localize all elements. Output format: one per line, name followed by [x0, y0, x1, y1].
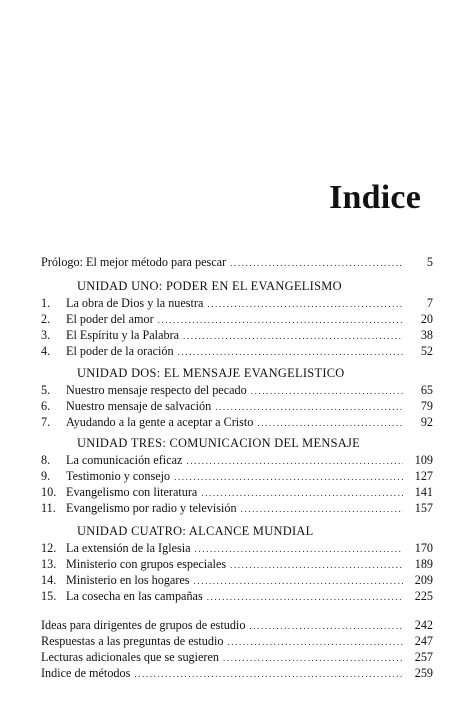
chapter-number: 1. [41, 296, 51, 310]
unit-chapter-list [41, 295, 433, 359]
appendix-title: Respuestas a las preguntas de estudio [41, 634, 224, 648]
appendix-page: 242 [414, 618, 433, 632]
toc-row [41, 382, 433, 398]
prologue-entry [41, 254, 433, 270]
chapter-number: 7. [41, 415, 51, 429]
chapter-title: El Espíritu y la Palabra [66, 328, 180, 342]
entry-page: 5 [426, 255, 433, 269]
appendix-title: Indice de métodos [41, 666, 131, 680]
chapter-page: 127 [414, 469, 433, 483]
dot-leader [257, 415, 403, 431]
chapter-page: 38 [420, 328, 433, 342]
chapter-page: 92 [420, 415, 433, 429]
dot-leader [230, 255, 403, 271]
chapter-page: 79 [420, 399, 433, 413]
unit-chapter-list [41, 452, 433, 516]
toc-row [41, 500, 433, 516]
toc-row [41, 484, 433, 500]
chapter-page: 52 [420, 344, 433, 358]
chapter-page: 189 [414, 557, 433, 571]
unit-chapter-list [41, 540, 433, 604]
toc-row [41, 556, 433, 572]
toc-row [41, 572, 433, 588]
chapter-page: 7 [426, 296, 433, 310]
chapter-title: La extensión de la Iglesia [66, 541, 191, 555]
dot-leader [134, 666, 403, 682]
page-title: Indice [329, 179, 421, 216]
toc-row [41, 414, 433, 430]
chapter-page: 141 [414, 485, 433, 499]
dot-leader [207, 296, 403, 312]
chapter-number: 5. [41, 383, 51, 397]
chapter-number: 13. [41, 557, 57, 571]
dot-leader [251, 383, 403, 399]
dot-leader [249, 618, 403, 634]
chapter-title: Nuestro mensaje respecto del pecado [66, 383, 247, 397]
chapter-title: Ministerio con grupos especiales [66, 557, 227, 571]
toc-row [41, 617, 433, 633]
dot-leader [194, 573, 403, 589]
entry-title: Prólogo: El mejor método para pescar [41, 255, 227, 269]
toc-row [41, 311, 433, 327]
chapter-title: Nuestro mensaje de salvación [66, 399, 212, 413]
appendix-title: Ideas para dirigentes de grupos de estudio [41, 618, 246, 632]
dot-leader [186, 453, 403, 469]
chapter-page: 170 [414, 541, 433, 555]
toc-row [41, 633, 433, 649]
appendix-list [41, 617, 433, 681]
appendix-page: 257 [414, 650, 433, 664]
dot-leader [183, 328, 403, 344]
toc-row [41, 343, 433, 359]
chapter-page: 209 [414, 573, 433, 587]
chapter-title: Ayudando a la gente a aceptar a Cristo [66, 415, 254, 429]
dot-leader [195, 541, 403, 557]
chapter-title: Evangelismo con literatura [66, 485, 198, 499]
chapter-number: 6. [41, 399, 51, 413]
chapter-title: La cosecha en las campañas [66, 589, 203, 603]
chapter-page: 20 [420, 312, 433, 326]
chapter-number: 9. [41, 469, 51, 483]
unit-heading: UNIDAD TRES: COMUNICACION DEL MENSAJE [77, 436, 361, 450]
chapter-page: 109 [414, 453, 433, 467]
chapter-page: 65 [420, 383, 433, 397]
chapter-title: Testimonio y consejo [66, 469, 171, 483]
dot-leader [215, 399, 403, 415]
chapter-title: Ministerio en los hogares [66, 573, 190, 587]
dot-leader [174, 469, 403, 485]
chapter-number: 4. [41, 344, 51, 358]
chapter-number: 11. [41, 501, 56, 515]
dot-leader [158, 312, 403, 328]
toc-row [41, 649, 433, 665]
chapter-page: 225 [414, 589, 433, 603]
chapter-number: 8. [41, 453, 51, 467]
chapter-number: 2. [41, 312, 51, 326]
chapter-number: 14. [41, 573, 57, 587]
chapter-number: 15. [41, 589, 57, 603]
chapter-number: 12. [41, 541, 57, 555]
chapter-title: Evangelismo por radio y televisión [66, 501, 237, 515]
chapter-page: 157 [414, 501, 433, 515]
unit-heading: UNIDAD CUATRO: ALCANCE MUNDIAL [77, 524, 314, 538]
toc-row [41, 327, 433, 343]
toc-row [41, 254, 433, 270]
toc-row [41, 398, 433, 414]
chapter-title: El poder de la oración [66, 344, 174, 358]
chapter-number: 3. [41, 328, 51, 342]
unit-heading: UNIDAD UNO: PODER EN EL EVANGELISMO [77, 279, 342, 293]
dot-leader [241, 501, 403, 517]
unit-heading: UNIDAD DOS: EL MENSAJE EVANGELISTICO [77, 366, 345, 380]
toc-row [41, 452, 433, 468]
toc-row [41, 540, 433, 556]
unit-chapter-list [41, 382, 433, 430]
chapter-title: La obra de Dios y la nuestra [66, 296, 204, 310]
appendix-title: Lecturas adicionales que se sugieren [41, 650, 219, 664]
appendix-page: 259 [414, 666, 433, 680]
chapter-number: 10. [41, 485, 57, 499]
toc-row [41, 665, 433, 681]
dot-leader [207, 589, 403, 605]
dot-leader [230, 557, 403, 573]
toc-row [41, 295, 433, 311]
dot-leader [227, 634, 403, 650]
toc-row [41, 588, 433, 604]
chapter-title: La comunicación eficaz [66, 453, 183, 467]
dot-leader [201, 485, 403, 501]
toc-row [41, 468, 433, 484]
chapter-title: El poder del amor [66, 312, 154, 326]
appendix-page: 247 [414, 634, 433, 648]
dot-leader [178, 344, 403, 360]
dot-leader [223, 650, 403, 666]
